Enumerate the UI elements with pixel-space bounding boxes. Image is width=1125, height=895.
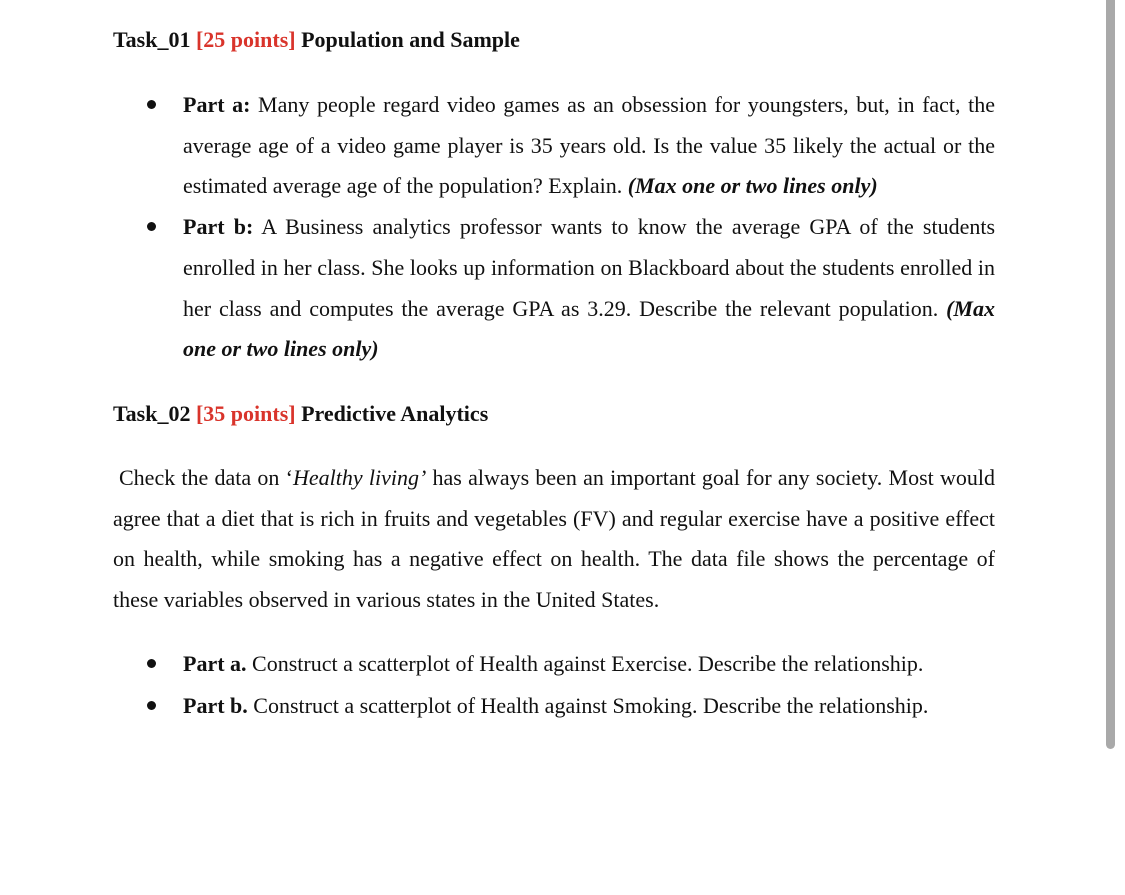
task-02-part-a (183, 643, 995, 685)
task-01-part-a (183, 85, 995, 207)
task-02-parts-list (0, 643, 995, 727)
task-02-description (113, 458, 995, 621)
description-text-rest: has always been an important goal for any society. Most would agree that a diet that is rich in fruits and vegetables (FV) and regular exercise have a positive effect on health, while smoking has a negative effect on health. The data file shows the percentage of these variables observed in various states in the United States. (113, 465, 995, 613)
task-02-label: Task_02 (113, 401, 191, 426)
description-italic-phrase: Healthy living’ (292, 465, 427, 490)
description-text-start: Check the data on ‘ (119, 465, 293, 490)
part-text: Construct a scatterplot of Health against Exercise. Describe the relationship. (252, 651, 924, 676)
task-01-heading (113, 27, 520, 53)
part-note: (Max one or two lines only) (183, 295, 995, 362)
part-text: Many people regard video games as an obsession for youngsters, but, in fact, the average age of a video game player is 35 years old. Is the value 35 likely the actual or the estimated average age of the population? Explain. (183, 92, 996, 199)
task-01-points: [25 points] (195, 27, 296, 52)
part-text: A Business analytics professor wants to know the average GPA of the students enrolled in her class. She looks up information on Blackboard about the students enrolled in her class and computes the average GPA as 3.29. Describe the relevant population. (183, 214, 996, 321)
bullet-icon (147, 701, 156, 710)
task-01-parts-list (0, 85, 995, 370)
bullet-icon (147, 659, 156, 668)
task-02-title: Predictive Analytics (301, 401, 489, 426)
task-01-title: Population and Sample (301, 27, 520, 52)
task-02-points: [35 points] (195, 401, 296, 426)
part-text: Construct a scatterplot of Health against Smoking. Describe the relationship. (253, 693, 929, 718)
bullet-icon (147, 222, 156, 231)
vertical-scrollbar[interactable] (1106, 0, 1115, 749)
part-label: Part a. (183, 651, 247, 676)
part-label: Part b. (183, 693, 248, 718)
task-02-heading (113, 401, 488, 427)
part-label: Part b: (183, 214, 254, 240)
task-01-label: Task_01 (113, 27, 191, 52)
task-02-part-b (183, 685, 995, 727)
part-note: (Max one or two lines only) (627, 173, 878, 199)
part-label: Part a: (183, 92, 251, 117)
task-01-part-b (183, 207, 995, 370)
bullet-icon (147, 100, 156, 109)
